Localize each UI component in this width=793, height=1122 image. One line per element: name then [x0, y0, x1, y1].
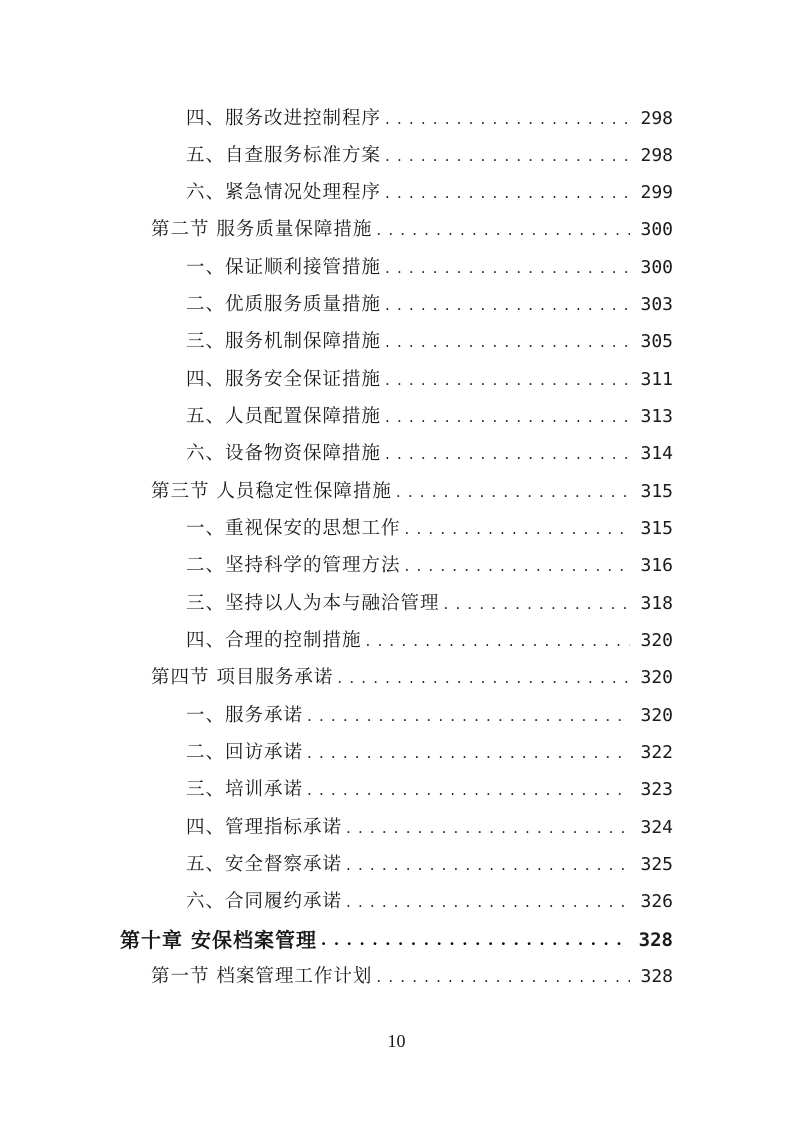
- toc-entry-label: 第四节 项目服务承诺: [151, 667, 334, 688]
- toc-entry-page: 320: [640, 667, 673, 688]
- toc-entry-page: 322: [640, 742, 673, 763]
- dot-leader: [376, 965, 630, 991]
- toc-entry-page: 314: [640, 443, 673, 464]
- toc-entry-label: 三、坚持以人为本与融洽管理: [186, 593, 440, 614]
- toc-entry[interactable]: [186, 291, 673, 319]
- toc-entry-page: 328: [638, 929, 673, 951]
- toc-entry-label: 三、服务机制保障措施: [186, 331, 382, 352]
- dot-leader: [307, 704, 630, 730]
- toc-entry-page: 298: [640, 145, 673, 166]
- toc-entry-label: 四、服务改进控制程序: [186, 108, 382, 129]
- page-number: 10: [387, 1031, 406, 1051]
- toc-entry-label: 二、回访承诺: [186, 742, 304, 763]
- toc-entry[interactable]: [186, 590, 673, 618]
- toc-entry[interactable]: [186, 552, 673, 580]
- dot-leader: [385, 181, 630, 207]
- toc-entry[interactable]: [186, 888, 673, 916]
- toc-entry-label: 六、紧急情况处理程序: [186, 182, 382, 203]
- toc-entry[interactable]: [186, 627, 673, 655]
- dot-leader: [385, 107, 630, 133]
- toc-entry-label: 五、人员配置保障措施: [186, 406, 382, 427]
- toc-entry-label: 六、设备物资保障措施: [186, 443, 382, 464]
- toc-section-entry[interactable]: [151, 478, 673, 506]
- toc-entry-page: 320: [640, 705, 673, 726]
- toc-entry[interactable]: [186, 142, 673, 170]
- toc-entry-label: 五、安全督察承诺: [186, 854, 343, 875]
- dot-leader: [385, 144, 630, 170]
- toc-chapter-entry[interactable]: [120, 926, 673, 954]
- dot-leader: [376, 218, 630, 244]
- toc-entry[interactable]: [186, 328, 673, 356]
- toc-entry-page: 328: [640, 966, 673, 987]
- dot-leader: [307, 778, 630, 804]
- dot-leader: [385, 405, 630, 431]
- toc-entry-page: 305: [640, 331, 673, 352]
- dot-leader: [346, 816, 630, 842]
- toc-entry-label: 一、服务承诺: [186, 705, 304, 726]
- toc-entry-page: 326: [640, 891, 673, 912]
- toc-entry[interactable]: [186, 851, 673, 879]
- dot-leader: [405, 554, 631, 580]
- toc-entry-label: 四、管理指标承诺: [186, 817, 343, 838]
- toc-entry-page: 315: [640, 481, 673, 502]
- dot-leader: [337, 666, 630, 692]
- dot-leader: [385, 256, 630, 282]
- toc-entry[interactable]: [186, 739, 673, 767]
- toc-entry-label: 四、服务安全保证措施: [186, 369, 382, 390]
- toc-entry-label: 六、合同履约承诺: [186, 891, 343, 912]
- toc-entry[interactable]: [186, 403, 673, 431]
- toc-entry-page: 303: [640, 294, 673, 315]
- toc-section-entry[interactable]: [151, 664, 673, 692]
- toc-entry-label: 二、坚持科学的管理方法: [186, 555, 401, 576]
- toc-entry-page: 316: [640, 555, 673, 576]
- dot-leader: [385, 330, 630, 356]
- dot-leader: [346, 853, 630, 879]
- toc-entry[interactable]: [186, 179, 673, 207]
- toc-entry-label: 四、合理的控制措施: [186, 630, 362, 651]
- dot-leader: [321, 928, 629, 954]
- dot-leader: [346, 890, 630, 916]
- toc-entry[interactable]: [186, 105, 673, 133]
- toc-entry-label: 一、重视保安的思想工作: [186, 518, 401, 539]
- toc-entry-label: 一、保证顺利接管措施: [186, 257, 382, 278]
- toc-entry-page: 320: [640, 630, 673, 651]
- toc-entry-label: 三、培训承诺: [186, 779, 304, 800]
- toc-entry-page: 315: [640, 518, 673, 539]
- toc-entry-label: 第一节 档案管理工作计划: [151, 966, 373, 987]
- toc-entry[interactable]: [186, 366, 673, 394]
- dot-leader: [385, 442, 630, 468]
- toc-entry-label: 第三节 人员稳定性保障措施: [151, 481, 392, 502]
- toc-entry[interactable]: [186, 254, 673, 282]
- toc-entry-label: 二、优质服务质量措施: [186, 294, 382, 315]
- dot-leader: [385, 293, 630, 319]
- toc-entry[interactable]: [186, 814, 673, 842]
- toc-entry-page: 311: [640, 369, 673, 390]
- toc-entry-page: 324: [640, 817, 673, 838]
- toc-entry-page: 323: [640, 779, 673, 800]
- dot-leader: [396, 480, 631, 506]
- toc-section-entry[interactable]: [151, 216, 673, 244]
- toc-entry-page: 299: [640, 182, 673, 203]
- toc-entry-page: 318: [640, 593, 673, 614]
- toc-entry-label: 第十章 安保档案管理: [120, 928, 317, 952]
- dot-leader: [366, 629, 631, 655]
- toc-entry-page: 313: [640, 406, 673, 427]
- dot-leader: [385, 368, 630, 394]
- toc-entry[interactable]: [186, 440, 673, 468]
- toc-entry[interactable]: [186, 776, 673, 804]
- dot-leader: [307, 741, 630, 767]
- toc-entry-page: 298: [640, 108, 673, 129]
- toc-entry[interactable]: [186, 702, 673, 730]
- toc-section-entry[interactable]: [151, 963, 673, 991]
- toc-entry-page: 300: [640, 219, 673, 240]
- toc-entry-page: 300: [640, 257, 673, 278]
- toc-entry-label: 第二节 服务质量保障措施: [151, 219, 373, 240]
- toc-entry[interactable]: [186, 515, 673, 543]
- toc-entry-label: 五、自查服务标准方案: [186, 145, 382, 166]
- toc-entry-page: 325: [640, 854, 673, 875]
- dot-leader: [405, 517, 631, 543]
- dot-leader: [444, 592, 631, 618]
